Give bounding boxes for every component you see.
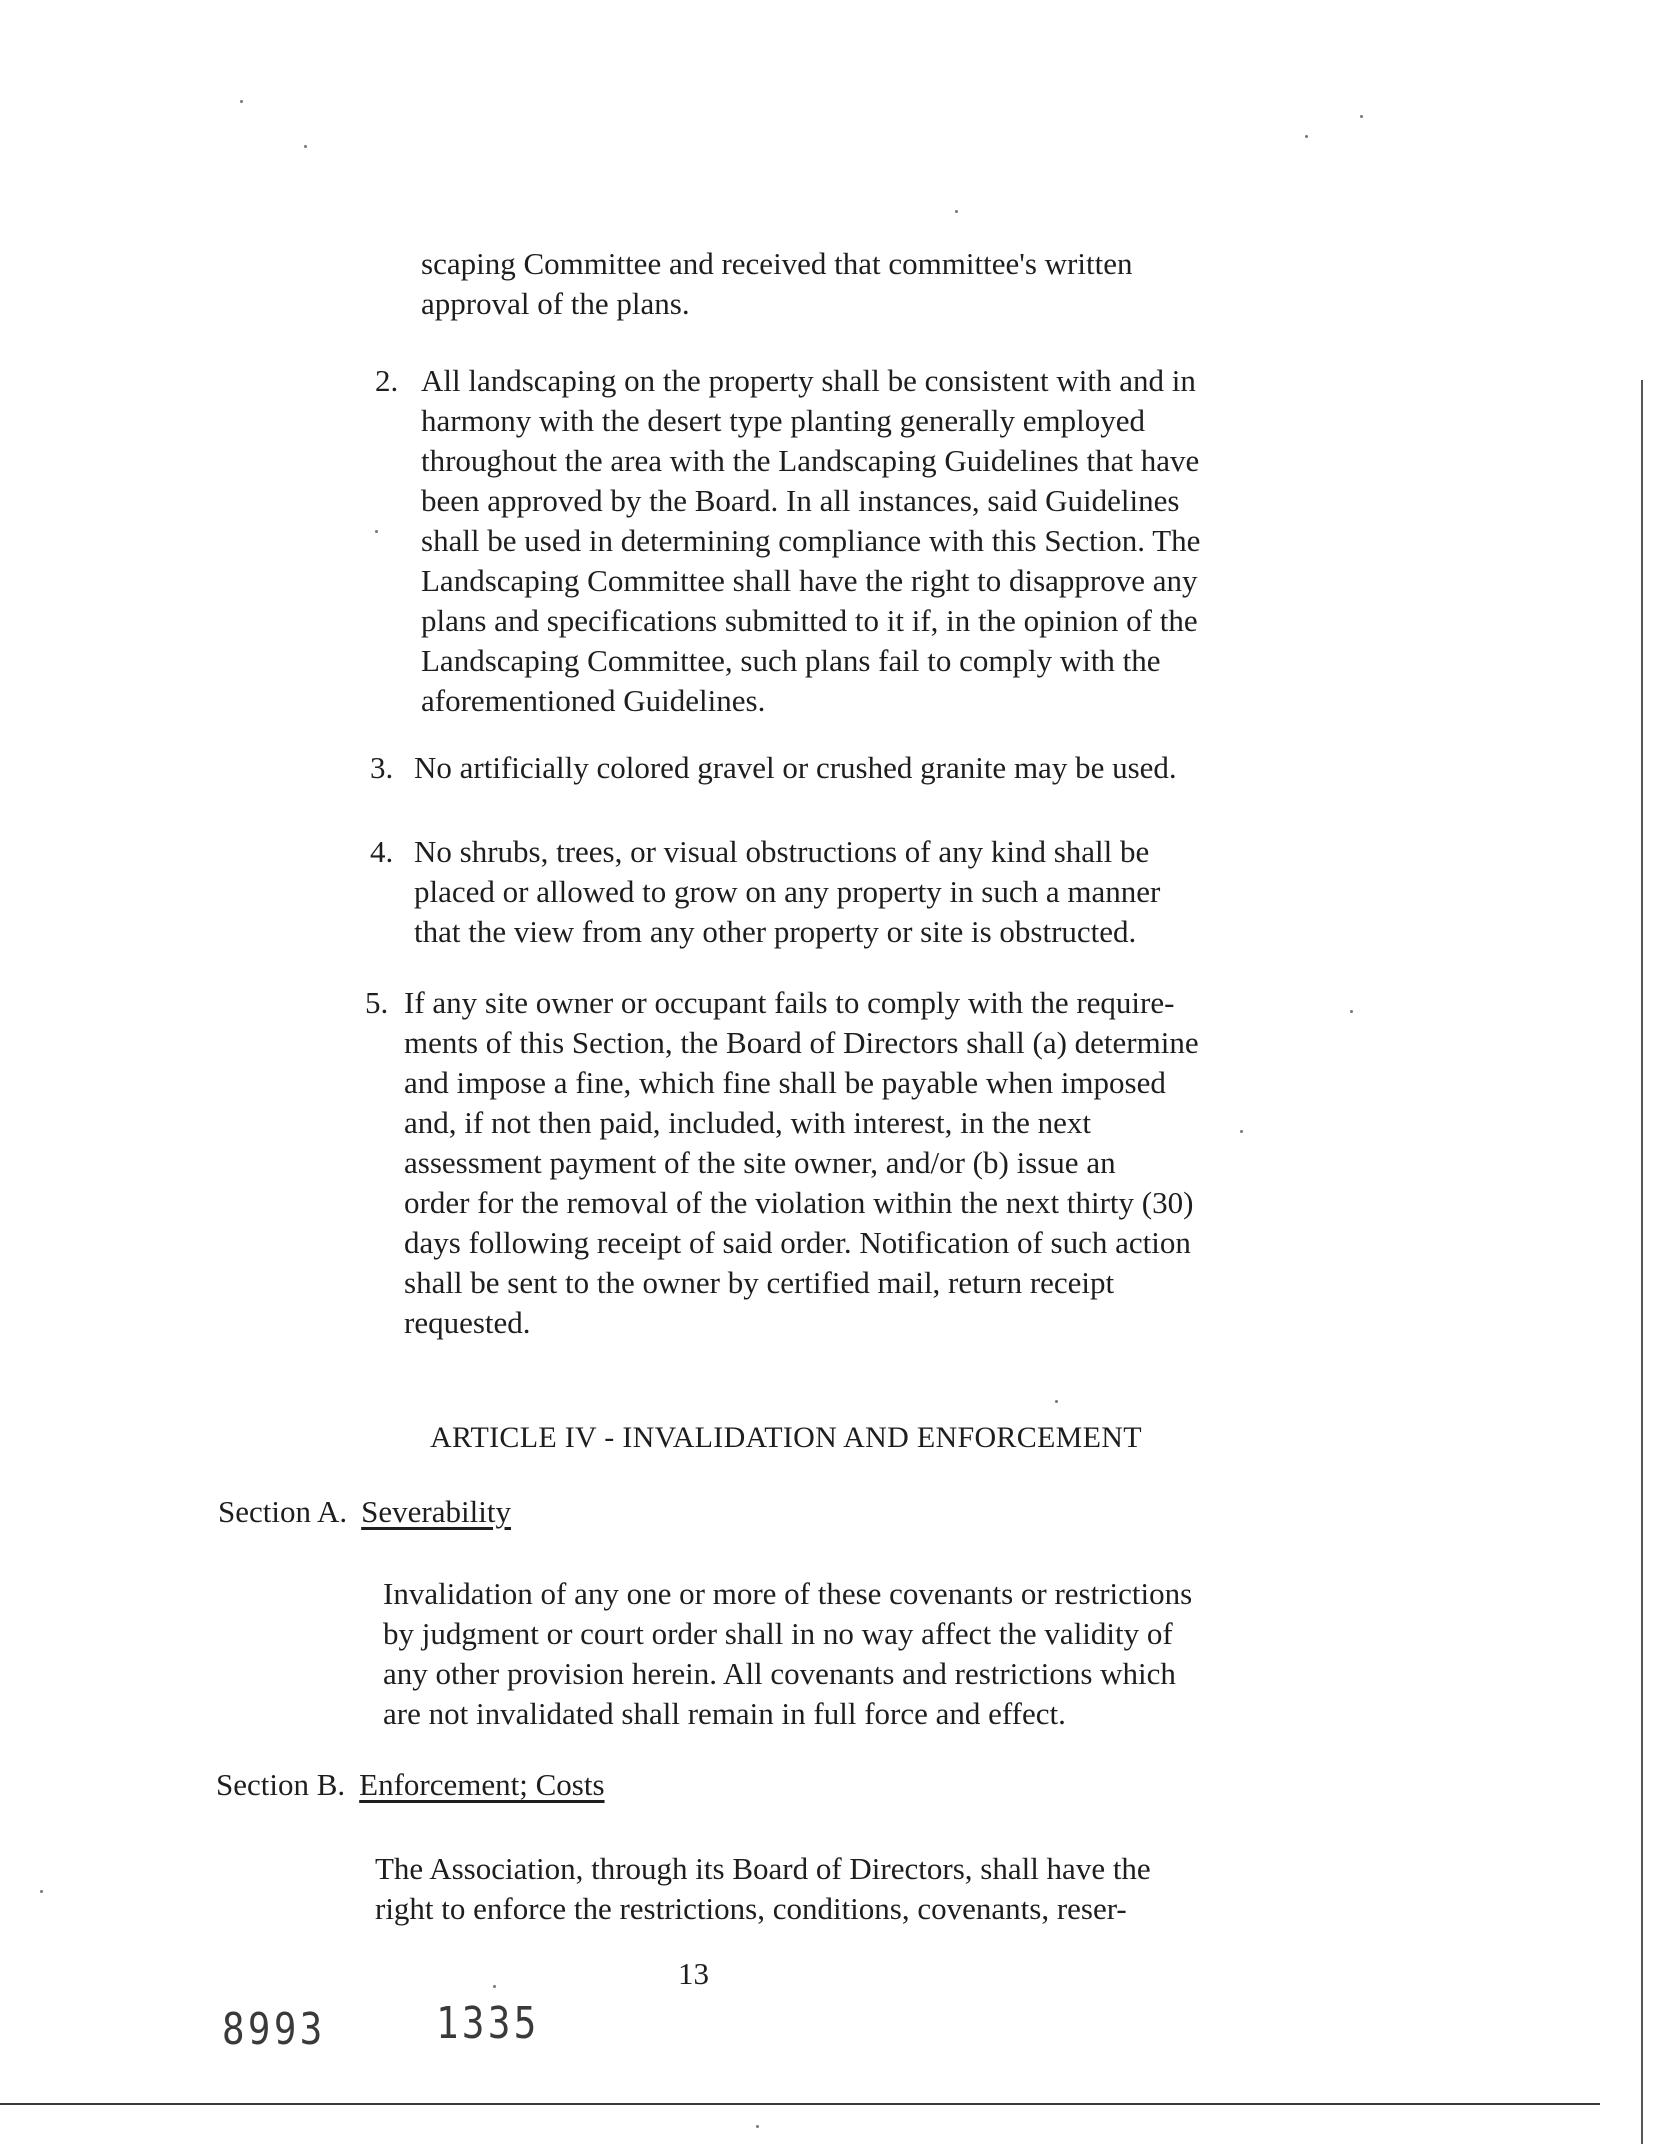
page-number: 13 (678, 1956, 709, 1991)
item-paragraph (414, 832, 1160, 952)
text-line: been approved by the Board. In all instances, said Guidelines (421, 483, 1180, 518)
item-number: 5. (365, 985, 389, 1020)
scan-speck (304, 145, 307, 148)
text-line: ments of this Section, the Board of Directors shall (a) determine (404, 1025, 1199, 1060)
scan-speck (1360, 115, 1363, 118)
text-line: aforementioned Guidelines. (421, 683, 766, 718)
item-paragraph (404, 983, 1199, 1343)
text-line: No shrubs, trees, or visual obstructions of any kind shall be (414, 834, 1150, 869)
text-line: any other provision herein. All covenants and restrictions which (383, 1656, 1176, 1691)
article-heading: ARTICLE IV - INVALIDATION AND ENFORCEMENT (430, 1421, 1142, 1454)
text-line: days following receipt of said order. Notification of such action (404, 1225, 1191, 1260)
right-edge-line (1641, 380, 1643, 2144)
text-line: approval of the plans. (421, 286, 690, 321)
text-line: scaping Committee and received that committee's written (421, 246, 1133, 281)
text-line: plans and specifications submitted to it if, in the opinion of the (421, 603, 1198, 638)
item-paragraph (421, 361, 1200, 721)
scan-speck (1055, 1400, 1058, 1403)
scan-speck (1305, 135, 1308, 138)
section-heading (216, 1765, 605, 1805)
text-line: order for the removal of the violation within the next thirty (30) (404, 1185, 1194, 1220)
item-number: 3. (370, 750, 394, 785)
text-line: The Association, through its Board of Directors, shall have the (375, 1851, 1151, 1886)
section-heading (218, 1492, 511, 1532)
text-line: All landscaping on the property shall be consistent with and in (421, 363, 1196, 398)
text-line: placed or allowed to grow on any property in such a manner (414, 874, 1161, 909)
text-line: No artificially colored gravel or crushed granite may be used. (414, 750, 1177, 785)
scan-speck (1350, 1010, 1353, 1013)
recording-page-number: 1335 (436, 1998, 540, 2049)
item-paragraph (414, 748, 1177, 788)
text-line: requested. (404, 1305, 531, 1340)
text-line: right to enforce the restrictions, conditions, covenants, reser- (375, 1891, 1127, 1926)
text-line: shall be sent to the owner by certified mail, return receipt (404, 1265, 1115, 1300)
scan-speck (240, 100, 243, 103)
text-line: are not invalidated shall remain in full force and effect. (383, 1696, 1066, 1731)
text-line: Landscaping Committee, such plans fail to comply with the (421, 643, 1161, 678)
section-title: Enforcement; Costs (359, 1767, 605, 1802)
text-line: and, if not then paid, included, with interest, in the next (404, 1105, 1092, 1140)
text-line: harmony with the desert type planting generally employed (421, 403, 1145, 438)
text-line: If any site owner or occupant fails to comply with the require- (404, 985, 1175, 1020)
text-line: Landscaping Committee shall have the right to disapprove any (421, 563, 1198, 598)
text-line: Invalidation of any one or more of these covenants or restrictions (383, 1576, 1193, 1611)
bottom-rule (0, 2103, 1600, 2105)
section-paragraph (375, 1849, 1151, 1929)
scan-speck (493, 1985, 496, 1988)
scan-speck (1240, 1130, 1243, 1133)
section-label: Section B. (216, 1767, 346, 1802)
intro-paragraph (421, 244, 1132, 324)
recording-book-number: 8993 (222, 2004, 326, 2055)
scan-speck (756, 2125, 759, 2128)
section-label: Section A. (218, 1494, 348, 1529)
section-title: Severability (361, 1494, 511, 1529)
scan-speck (40, 1890, 43, 1893)
text-line: and impose a fine, which fine shall be payable when imposed (404, 1065, 1166, 1100)
text-line: by judgment or court order shall in no way affect the validity of (383, 1616, 1173, 1651)
item-number: 4. (370, 834, 394, 869)
scan-speck (375, 530, 378, 533)
text-line: that the view from any other property or site is obstructed. (414, 914, 1137, 949)
section-paragraph (383, 1574, 1192, 1734)
scan-speck (955, 210, 958, 213)
text-line: shall be used in determining compliance with this Section. The (421, 523, 1201, 558)
text-line: throughout the area with the Landscaping Guidelines that have (421, 443, 1200, 478)
item-number: 2. (375, 363, 399, 398)
text-line: assessment payment of the site owner, and/or (b) issue an (404, 1145, 1116, 1180)
